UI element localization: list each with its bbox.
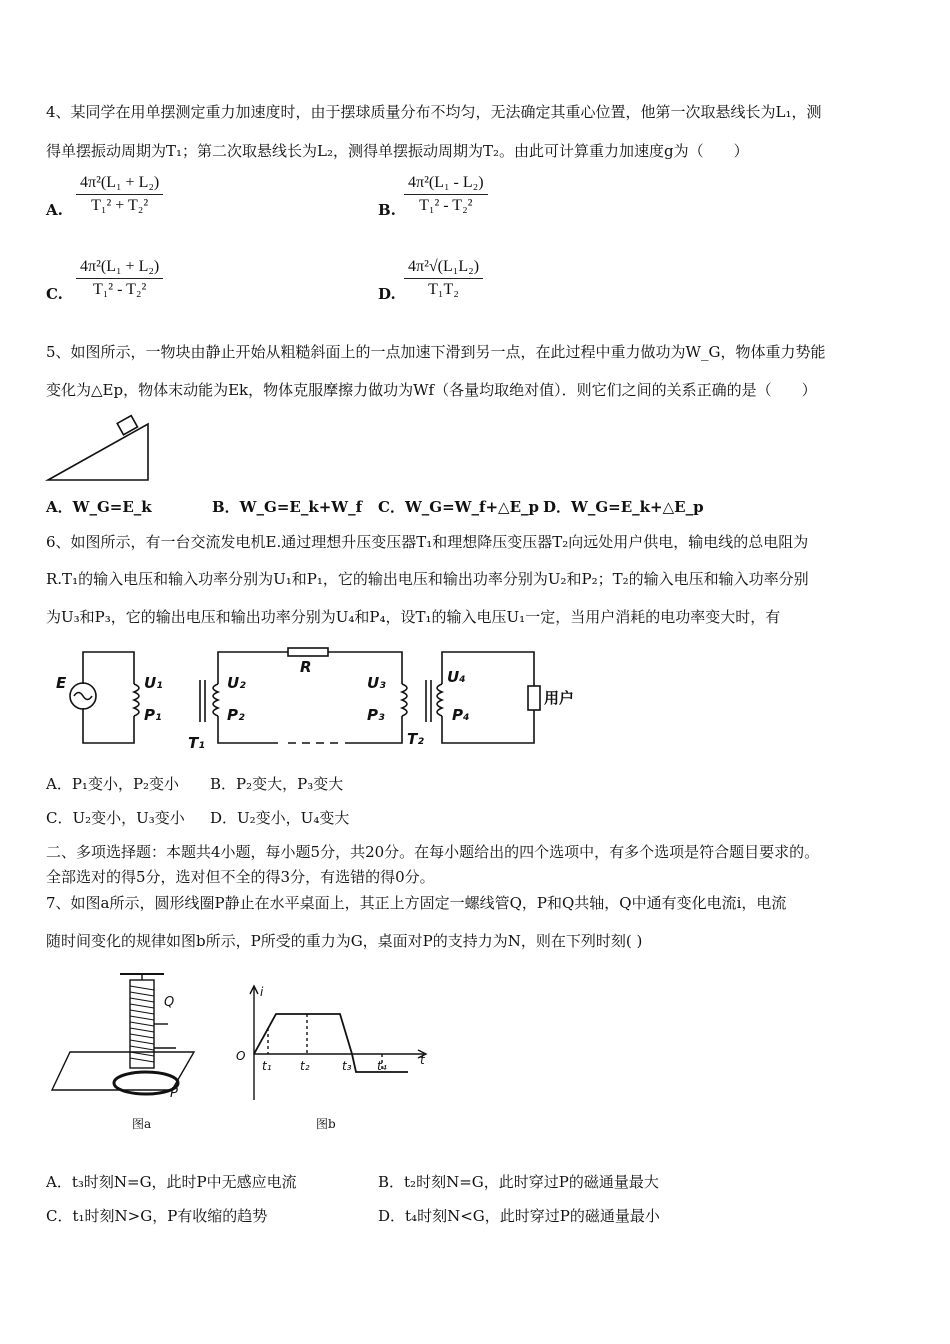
q7-option-a[interactable]: A．t₃时刻N=G，此时P中无感应电流 <box>46 1173 297 1191</box>
q6-stem-line3: 为U₃和P₃，它的输出电压和输出功率分别为U₄和P₄，设T₁的输入电压U₁一定，当用户消耗的电功率变大时，有 <box>46 608 781 626</box>
t2-secondary-coil <box>437 684 442 716</box>
q7-stem-line2: 随时间变化的规律如图b所示，P所受的重力为G，桌面对P的支持力为N，则在下列时刻( ) <box>46 932 643 950</box>
q4-option-a-numerator: 4π²(L₁ + L₂) <box>80 174 160 191</box>
q5-option-b[interactable]: B．W_G=E_k+W_f <box>212 498 363 516</box>
label-u4: U₄ <box>447 668 466 686</box>
label-t: t <box>420 1053 425 1067</box>
q5-stem-line2: 变化为△Ep，物体末动能为Ek，物体克服摩擦力做功为Wf（各量均取绝对值）．则它们之间的关系正确的是（ ） <box>46 381 817 399</box>
caption-figure-b: 图b <box>316 1117 336 1131</box>
q4-option-b-numerator: 4π²(L₁ - L₂) <box>408 174 484 191</box>
q5-option-a[interactable]: A．W_G=E_k <box>46 498 152 516</box>
ac-symbol <box>74 693 92 700</box>
t1-secondary-coil <box>213 684 218 716</box>
q6-option-a[interactable]: A．P₁变小，P₂变小 <box>46 775 180 793</box>
label-p2: P₂ <box>227 706 245 724</box>
label-q: Q <box>164 995 175 1010</box>
wire <box>83 708 134 743</box>
q6-option-c[interactable]: C．U₂变小，U₃变小 <box>46 809 185 827</box>
wire <box>83 652 134 684</box>
label-origin: O <box>236 1049 246 1063</box>
t1-primary-coil <box>134 684 139 716</box>
label-p4: P₄ <box>452 706 470 724</box>
label-p3: P₃ <box>367 706 385 724</box>
q4-option-b-label[interactable]: B. <box>378 201 396 219</box>
q6-option-d[interactable]: D．U₂变小，U₄变大 <box>210 809 350 827</box>
label-r: R <box>300 658 312 676</box>
q4-option-d-numerator: 4π²√(L₁L₂) <box>408 258 480 275</box>
q6-stem-line2: R.T₁的输入电压和输入功率分别为U₁和P₁，它的输出电压和输出功率分别为U₂和P₂；T₂的输入电压和输入功率分别 <box>46 570 809 588</box>
table-surface <box>52 1052 194 1090</box>
t2-primary-coil <box>402 684 407 716</box>
q7-figure-b <box>232 980 425 1150</box>
label-t2: T₂ <box>407 730 424 748</box>
label-t2: t₂ <box>300 1059 310 1073</box>
q4-option-a-label[interactable]: A. <box>46 201 63 219</box>
q5-option-c[interactable]: C．W_G=W_f+△E_p <box>378 498 539 516</box>
caption-figure-a: 图a <box>132 1117 152 1131</box>
q5-stem-line1: 5、如图所示，一物块由静止开始从粗糙斜面上的一点加速下滑到另一点，在此过程中重力做功为W_G，物体重力势能 <box>46 343 826 361</box>
label-u1: U₁ <box>144 674 163 692</box>
q6-option-b[interactable]: B．P₂变大，P₃变大 <box>210 775 344 793</box>
q5-option-d[interactable]: D．W_G=E_k+△E_p <box>543 498 704 516</box>
q4-stem-line2: 得单摆振动周期为T₁；第二次取悬线长为L₂，测得单摆振动周期为T₂。由此可计算重力加速度g为（ ） <box>46 142 749 160</box>
label-p: P <box>170 1086 178 1101</box>
label-i: i <box>260 985 264 999</box>
label-u3: U₃ <box>367 674 386 692</box>
q4-option-c-numerator: 4π²(L₁ + L₂) <box>80 258 160 275</box>
wire <box>328 652 402 684</box>
q4-option-b-denominator: T₁² - T₂² <box>419 197 473 214</box>
q4-option-c-denominator: T₁² - T₂² <box>92 281 147 298</box>
user-load <box>528 686 540 710</box>
solenoid-windings <box>130 986 154 1062</box>
q4-option-c-label[interactable]: C. <box>46 285 63 303</box>
label-t3: t₃ <box>342 1059 352 1073</box>
q7-option-c[interactable]: C．t₁时刻N>G，P有收缩的趋势 <box>46 1207 268 1225</box>
q4-option-c-formula <box>76 258 163 299</box>
section2-heading-line1: 二、多项选择题：本题共4小题，每小题5分，共20分。在每小题给出的四个选项中，有多个选项是符合题目要求的。 <box>46 843 820 861</box>
label-user: 用户 <box>544 689 575 707</box>
q7-option-b[interactable]: B．t₂时刻N=G，此时穿过P的磁通量最大 <box>378 1173 659 1191</box>
q4-option-a-formula <box>76 174 163 215</box>
label-u2: U₂ <box>227 674 246 692</box>
q4-option-d-label[interactable]: D. <box>378 285 396 303</box>
label-t4: t₄ <box>377 1059 387 1073</box>
q6-circuit-diagram <box>50 646 610 750</box>
section2-heading-line2: 全部选对的得5分，选对但不全的得3分，有选错的得0分。 <box>46 868 435 886</box>
q4-option-a-denominator: T₁² + T₂² <box>91 197 149 214</box>
q7-option-d[interactable]: D．t₄时刻N<G，此时穿过P的磁通量最小 <box>378 1207 660 1225</box>
q4-stem-line1: 4、某同学在用单摆测定重力加速度时，由于摆球质量分布不均匀，无法确定其重心位置，他第一次取悬线长为L₁，测 <box>46 103 822 121</box>
q7-stem-line1: 7、如图a所示，圆形线圈P静止在水平桌面上，其正上方固定一螺线管Q，P和Q共轴，Q中通有变化电流i，电流 <box>46 894 787 912</box>
q4-option-b-formula <box>404 174 488 215</box>
label-t1: t₁ <box>262 1059 272 1073</box>
q5-incline-figure <box>44 418 154 482</box>
resistor-r <box>288 648 328 656</box>
q4-option-d-denominator: T₁T₂ <box>428 281 459 298</box>
label-e: E <box>56 674 67 692</box>
q6-stem-line1: 6、如图所示，有一台交流发电机E.通过理想升压变压器T₁和理想降压变压器T₂向远处用户供电，输电线的总电阻为 <box>46 533 809 551</box>
q4-option-d-formula <box>404 258 483 299</box>
incline-triangle <box>48 424 148 480</box>
q7-figure-a <box>48 966 248 1136</box>
label-t1: T₁ <box>188 734 205 752</box>
label-p1: P₁ <box>144 706 162 724</box>
